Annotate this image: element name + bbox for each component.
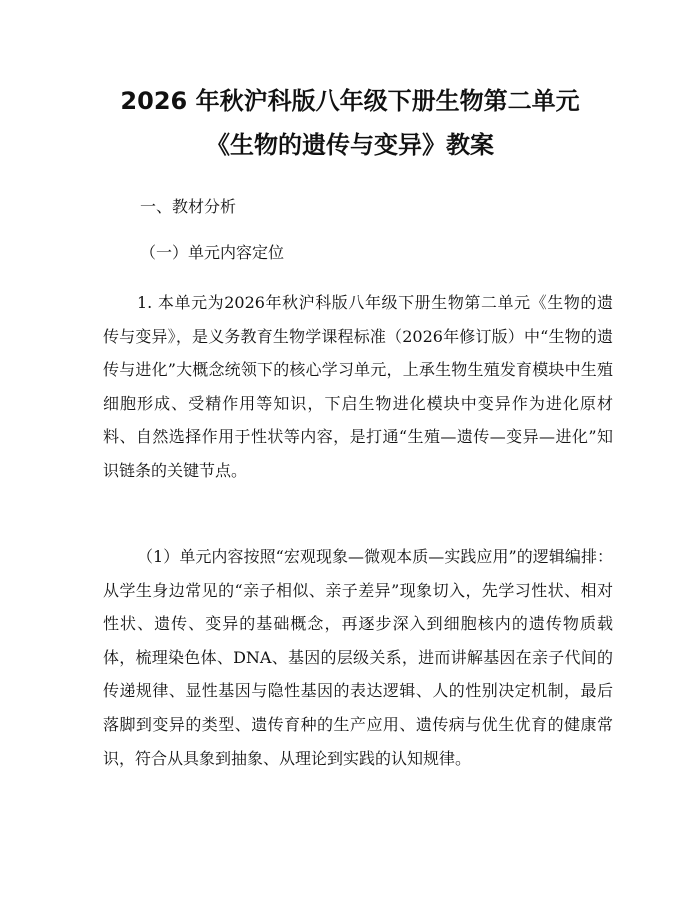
- document-title-line-2: 《生物的遗传与变异》教案: [206, 131, 494, 159]
- body-paragraph-2: （1）单元内容按照“宏观现象—微观本质—实践应用”的逻辑编排：从学生身边常见的“亲子相似、亲子差异”现象切入，先学习性状、相对性状、遗传、变异的基础概念，再逐步深入到细胞核内的遗传物质载体，梳理染色体、DNA、基因的层级关系，进而讲解基因在亲子代间的传递规律、显性基因与隐性基因的表达逻辑、人的性别决定机制，最后落脚到变异的类型、遗传育种的生产应用、遗传病与优生优育的健康常识，符合从具象到抽象、从理论到实践的认知规律。: [103, 547, 613, 768]
- section-heading: 一、教材分析: [140, 197, 237, 216]
- body-paragraph-1: 1. 本单元为2026年秋沪科版八年级下册生物第二单元《生物的遗传与变异》，是义务教育生物学课程标准（2026年修订版）中“生物的遗传与进化”大概念统领下的核心学习单元，上承生物生殖发育模块中生殖细胞形成、受精作用等知识，下启生物进化模块中变异作为进化原材料、自然选择作用于性状等内容，是打通“生殖—遗传—变异—进化”知识链条的关键节点。: [103, 293, 613, 480]
- subsection-heading: （一）单元内容定位: [140, 243, 285, 262]
- document-title-line-1: 2026 年秋沪科版八年级下册生物第二单元: [120, 87, 580, 115]
